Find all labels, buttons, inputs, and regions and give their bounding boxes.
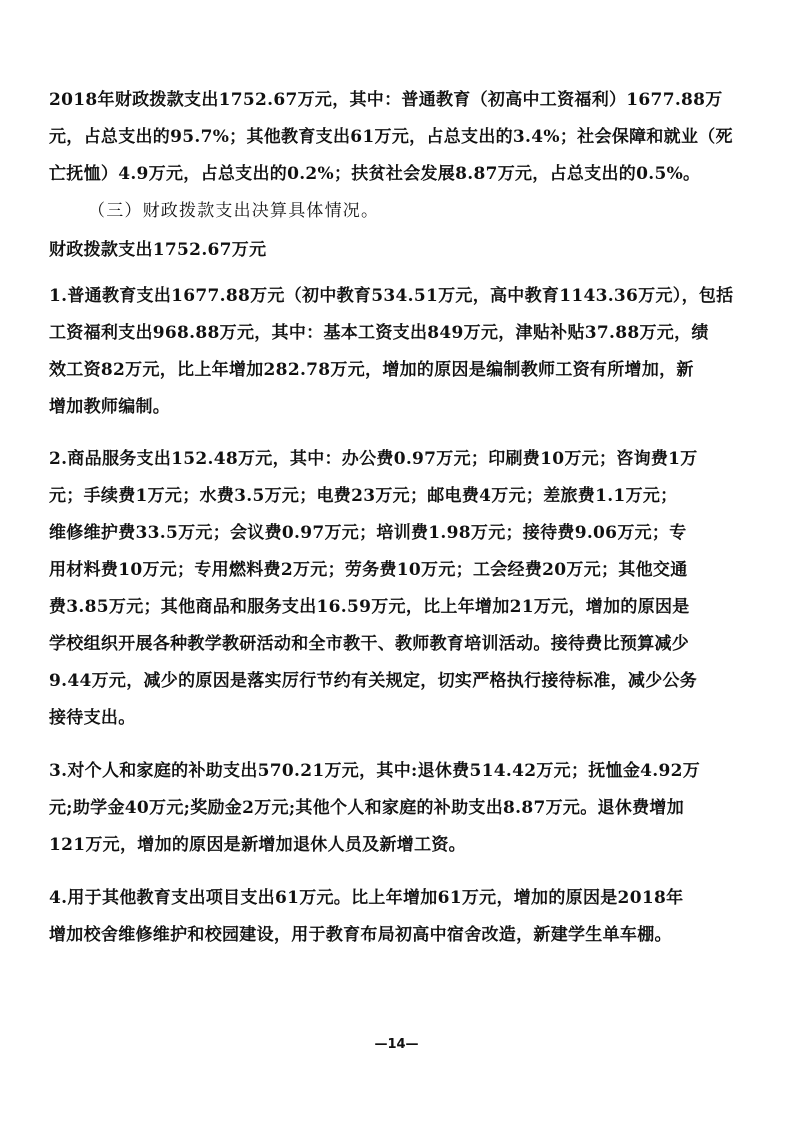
paragraph-line: 增加教师编制。	[49, 397, 171, 417]
paragraph-line: 元，占总支出的95.7%；其他教育支出61万元，占总支出的3.4%；社会保障和就业（死	[49, 127, 733, 147]
paragraph-line: 元；手续费1万元；水费3.5万元；电费23万元；邮电费4万元；差旅费1.1万元；	[49, 486, 678, 506]
paragraph-line: 维修维护费33.5万元；会议费0.97万元；培训费1.98万元；接待费9.06万元；专	[49, 523, 687, 543]
paragraph-line: 2.商品服务支出152.48万元，其中：办公费0.97万元；印刷费10万元；咨询费1万	[49, 449, 698, 469]
paragraph-line: 元;助学金40万元;奖励金2万元;其他个人和家庭的补助支出8.87万元。退休费增加	[49, 798, 685, 818]
page-number: —14—	[374, 1037, 419, 1052]
paragraph-line: 效工资82万元，比上年增加282.78万元，增加的原因是编制教师工资有所增加，新	[49, 360, 694, 380]
paragraph-line: 2018年财政拨款支出1752.67万元，其中：普通教育（初高中工资福利）1677.88万	[49, 90, 723, 110]
paragraph-line: 学校组织开展各种教学教研活动和全市教干、教师教育培训活动。接待费比预算减少	[49, 634, 690, 654]
paragraph-line: 接待支出。	[49, 708, 136, 728]
paragraph-line: 用材料费10万元；专用燃料费2万元；劳务费10万元；工会经费20万元；其他交通	[49, 560, 688, 580]
paragraph-line: 4.用于其他教育支出项目支出61万元。比上年增加61万元，增加的原因是2018年	[49, 888, 684, 908]
section-heading: （三）财政拨款支出决算具体情况。	[88, 201, 380, 221]
paragraph-line: 增加校舍维修维护和校园建设，用于教育布局初高中宿舍改造，新建学生单车棚。	[49, 925, 672, 945]
paragraph-line: 财政拨款支出1752.67万元	[49, 240, 267, 260]
paragraph-line: 费3.85万元；其他商品和服务支出16.59万元，比上年增加21万元，增加的原因是	[49, 597, 690, 617]
paragraph-line: 9.44万元，减少的原因是落实厉行节约有关规定，切实严格执行接待标准，减少公务	[49, 671, 698, 691]
paragraph-line: 3.对个人和家庭的补助支出570.21万元，其中:退休费514.42万元；抚恤金4.92万	[49, 761, 701, 781]
paragraph-line: 亡抚恤）4.9万元，占总支出的0.2%；扶贫社会发展8.87万元，占总支出的0.5%。	[49, 164, 701, 184]
paragraph-line: 工资福利支出968.88万元，其中：基本工资支出849万元，津贴补贴37.88万元，绩	[49, 323, 709, 343]
paragraph-line: 121万元，增加的原因是新增加退休人员及新增工资。	[49, 835, 466, 855]
paragraph-line: 1.普通教育支出1677.88万元（初中教育534.51万元，高中教育1143.36万元），包括	[49, 286, 734, 306]
